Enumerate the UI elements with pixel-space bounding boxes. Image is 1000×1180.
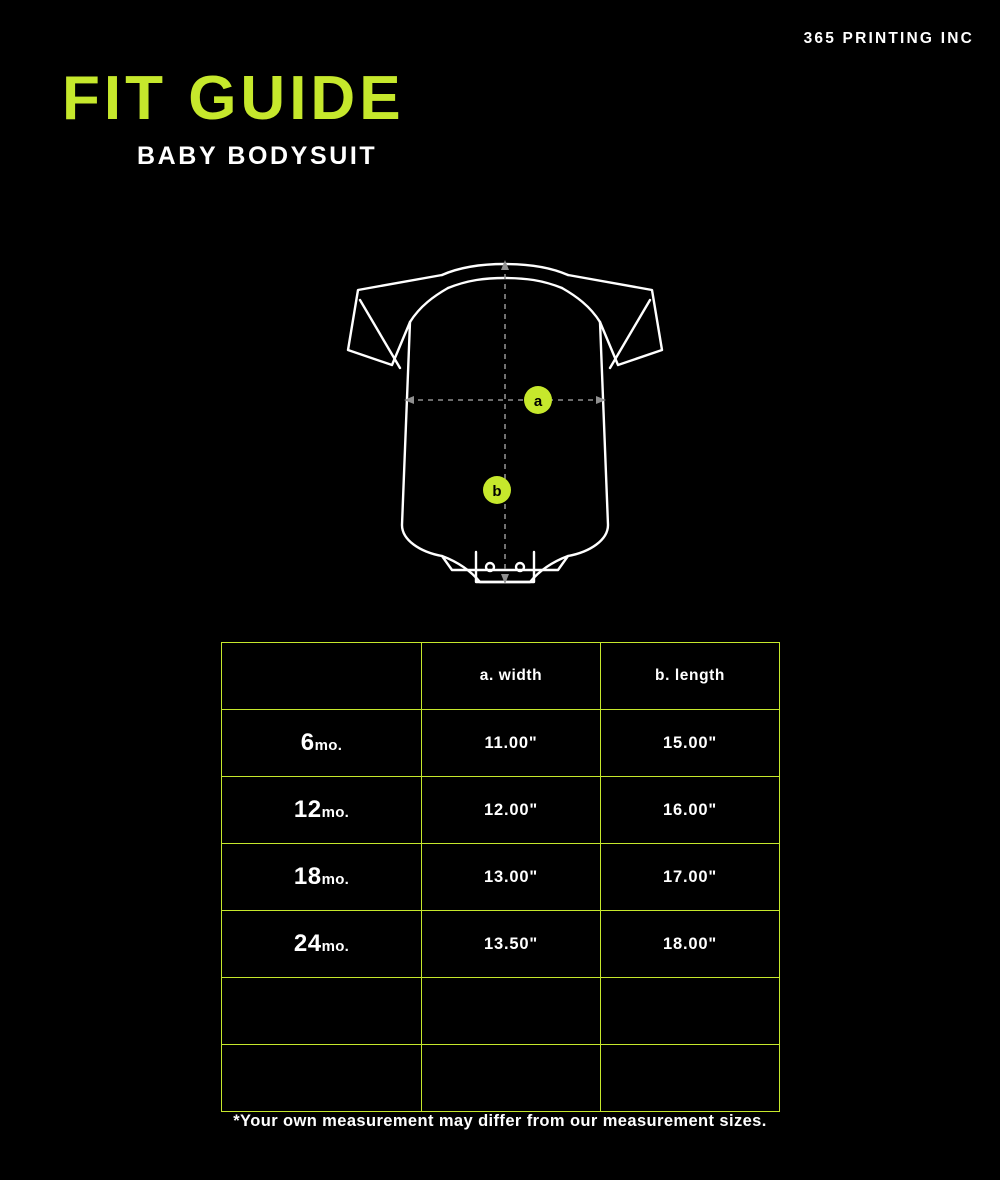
title-block [62,64,405,171]
column-header-width: a. width [422,643,601,710]
size-cell [222,911,422,978]
brand-name: 365 PRINTING INC [803,30,974,47]
page-subtitle: BABY BODYSUIT [137,142,378,170]
size-cell [222,777,422,844]
table-header-row [222,643,780,710]
bodysuit-illustration [330,240,680,590]
table-row [222,710,780,777]
table-row [222,844,780,911]
table-row [222,978,780,1045]
marker-a-icon [524,386,552,414]
width-cell: 13.50" [422,911,601,978]
length-cell [601,1045,780,1112]
length-cell: 17.00" [601,844,780,911]
size-cell [222,978,422,1045]
column-header-length: b. length [601,643,780,710]
svg-text:b: b [492,483,502,500]
width-cell: 11.00" [422,710,601,777]
width-cell: 12.00" [422,777,601,844]
size-number: 12 [293,796,322,823]
column-header-size [222,643,422,710]
table-row [222,1045,780,1112]
size-unit: mo. [321,938,350,955]
width-cell [422,978,601,1045]
size-number: 24 [293,930,322,957]
size-number: 6 [300,729,315,756]
size-unit: mo. [321,804,350,821]
page-title: FIT GUIDE [62,64,405,133]
size-unit: mo. [321,871,350,888]
footnote: *Your own measurement may differ from our measurement sizes. [233,1112,767,1130]
length-cell [601,978,780,1045]
size-cell [222,710,422,777]
size-chart-table [221,642,780,1112]
marker-b-icon [483,476,511,504]
svg-text:a: a [533,393,543,410]
width-cell [422,1045,601,1112]
size-cell [222,844,422,911]
size-cell [222,1045,422,1112]
length-cell: 16.00" [601,777,780,844]
size-unit: mo. [314,737,343,754]
length-cell: 18.00" [601,911,780,978]
table-row [222,911,780,978]
width-cell: 13.00" [422,844,601,911]
size-number: 18 [293,863,322,890]
table-row [222,777,780,844]
length-cell: 15.00" [601,710,780,777]
